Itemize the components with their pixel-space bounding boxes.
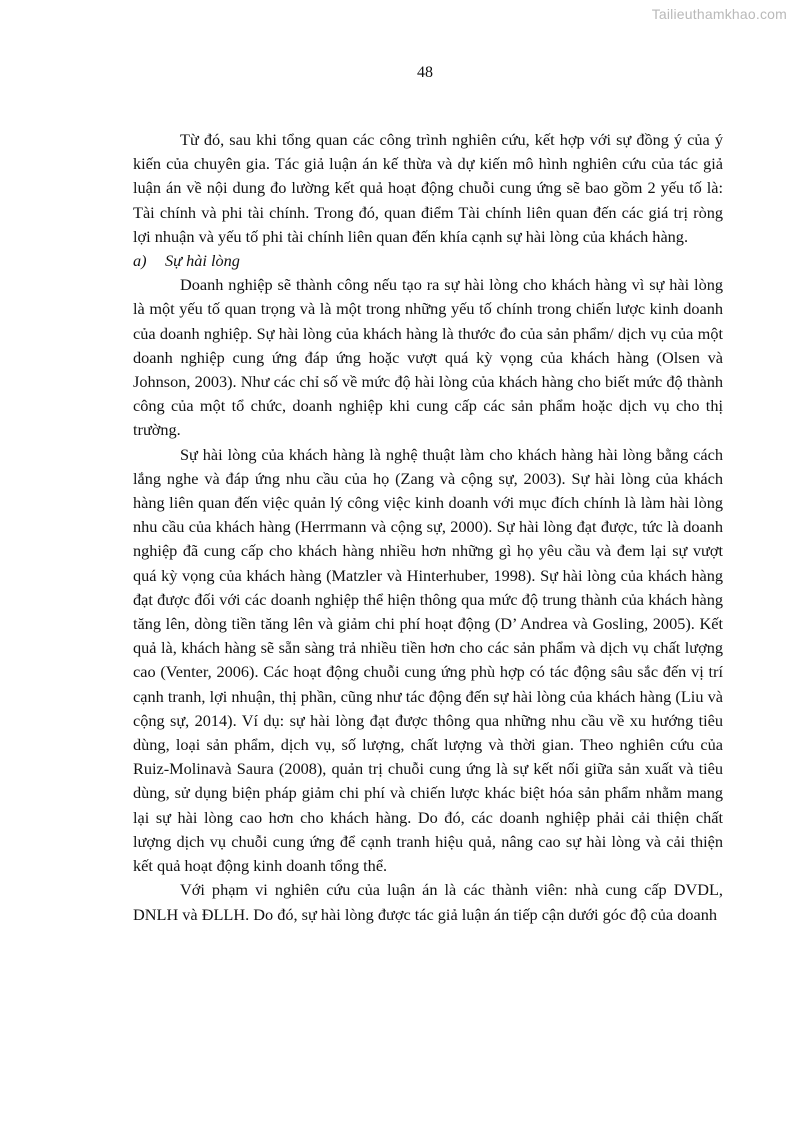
paragraph-intro: Từ đó, sau khi tổng quan các công trình nghiên cứu, kết hợp với sự đồng ý của ý kiến của chuyên gia. Tác giả luận án kế thừa và dự kiến mô hình nghiên cứu của tác giả luận án về nội dung đo lường kết quả hoạt động chuỗi cung ứng sẽ bao gồm 2 yếu tố là: Tài chính và phi tài chính. Trong đó, quan điểm Tài chính liên quan đến các giá trị ròng lợi nhuận và yếu tố phi tài chính liên quan đến khía cạnh sự hài lòng của khách hàng. (133, 130, 723, 246)
heading-marker: a) (133, 251, 147, 271)
section-heading-a (133, 249, 723, 273)
page-number: 48 (417, 64, 433, 81)
paragraph-satisfaction-art: Sự hài lòng của khách hàng là nghệ thuật làm cho khách hàng hài lòng bằng cách lắng nghe và đáp ứng nhu cầu của họ (Zang và cộng sự, 2003). Sự hài lòng của khách hàng liên quan đến việc quản lý công việc kinh doanh với mục đích chính là làm hài lòng nhu cầu của khách hàng (Herrmann và cộng sự, 2000). Sự hài lòng đạt được, tức là doanh nghiệp đã cung cấp cho khách hàng nhiều hơn những gì họ yêu cầu và đem lại sự vượt quá kỳ vọng của khách hàng (Matzler và Hinterhuber, 1998). Sự hài lòng của khách hàng đạt được đối với các doanh nghiệp thể hiện thông qua mức độ trung thành của khách hàng tăng lên, dòng tiền tăng lên và giảm chi phí hoạt động (D’ Andrea và Gosling, 2005). Kết quả là, khách hàng sẽ sẵn sàng trả nhiều tiền hơn cho các sản phẩm và dịch vụ chất lượng cao (Venter, 2006). Các hoạt động chuỗi cung ứng phù hợp có tác động sâu sắc đến vị trí cạnh tranh, lợi nhuận, thị phần, cũng như tác động đến sự hài lòng của khách hàng (Liu và cộng sự, 2014). Ví dụ: sự hài lòng đạt được thông qua những nhu cầu về xu hướng tiêu dùng, loại sản phẩm, dịch vụ, số lượng, chất lượng và thời gian. Theo nghiên cứu của Ruiz-Molinavà Saura (2008), quản trị chuỗi cung ứng là sự kết nối giữa sản xuất và tiêu dùng, sử dụng biện pháp giảm chi phí và chiến lược khác biệt hóa sản phẩm nhằm mang lại sự hài lòng cao hơn cho khách hàng. Do đó, các doanh nghiệp phải cải thiện chất lượng dịch vụ chuỗi cung ứng để cạnh tranh hiệu quả, nâng cao sự hài lòng và cải thiện kết quả hoạt động kinh doanh tổng thể. (133, 444, 723, 876)
watermark-text: Tailieuthamkhao.com (651, 6, 787, 22)
paragraph-satisfaction-success: Doanh nghiệp sẽ thành công nếu tạo ra sự hài lòng cho khách hàng vì sự hài lòng là một yếu tố quan trọng và là một trong những yếu tố chính trong chiến lược kinh doanh của doanh nghiệp. Sự hài lòng của khách hàng là thước đo của sản phẩm/ dịch vụ của một doanh nghiệp cung ứng đáp ứng hoặc vượt quá kỳ vọng của khách hàng (Olsen và Johnson, 2003). Như các chỉ số về mức độ hài lòng của khách hàng cho biết mức độ thành công của một tổ chức, doanh nghiệp khi cung cấp các sản phẩm hoặc dịch vụ cho thị trường. (133, 275, 723, 440)
paragraph-research-scope: Với phạm vi nghiên cứu của luận án là các thành viên: nhà cung cấp DVDL, DNLH và ĐLLH. Do đó, sự hài lòng được tác giả luận án tiếp cận dưới góc độ của doanh (133, 880, 723, 924)
document-body (133, 128, 723, 927)
heading-title: Sự hài lòng (165, 251, 240, 271)
